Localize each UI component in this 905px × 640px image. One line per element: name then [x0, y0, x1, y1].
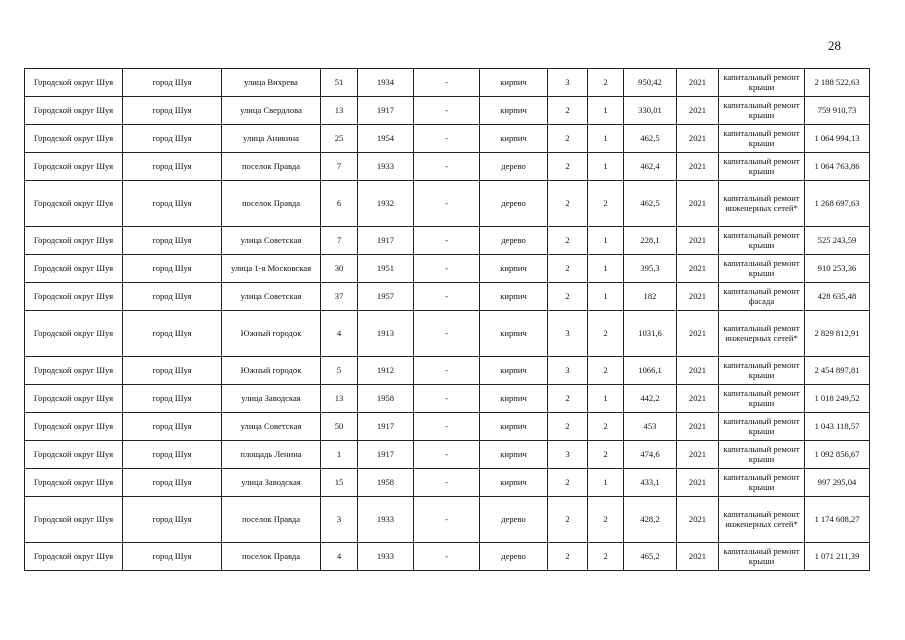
work-type-cell: капитальный ремонт крыши	[719, 69, 805, 97]
year-built-cell: 1958	[358, 469, 414, 497]
cost-cell: 428 635,48	[805, 283, 870, 311]
wall-material-cell: дерево	[480, 543, 548, 571]
settlement-cell: город Шуя	[123, 125, 222, 153]
district-cell: Городской округ Шуя	[25, 357, 123, 385]
district-cell: Городской округ Шуя	[25, 311, 123, 357]
entrances-cell: 1	[588, 469, 624, 497]
entrances-cell: 2	[588, 543, 624, 571]
table-row	[25, 227, 870, 255]
street-cell: улица Вихрева	[222, 69, 321, 97]
floors-cell: 2	[548, 497, 588, 543]
floors-cell: 3	[548, 441, 588, 469]
district-cell: Городской округ Шуя	[25, 255, 123, 283]
area-cell: 228,1	[624, 227, 677, 255]
floors-cell: 2	[548, 413, 588, 441]
house-number-cell: 13	[321, 97, 358, 125]
entrances-cell: 1	[588, 385, 624, 413]
settlement-cell: город Шуя	[123, 153, 222, 181]
plan-year-cell: 2021	[677, 153, 719, 181]
district-cell: Городской округ Шуя	[25, 497, 123, 543]
wall-material-cell: кирпич	[480, 413, 548, 441]
entrances-cell: 2	[588, 357, 624, 385]
year-built-cell: 1917	[358, 441, 414, 469]
plan-year-cell: 2021	[677, 543, 719, 571]
house-number-cell: 6	[321, 181, 358, 227]
area-cell: 453	[624, 413, 677, 441]
plan-year-cell: 2021	[677, 385, 719, 413]
plan-year-cell: 2021	[677, 125, 719, 153]
floors-cell: 2	[548, 125, 588, 153]
cost-cell: 2 188 522,63	[805, 69, 870, 97]
year-built-cell: 1934	[358, 69, 414, 97]
plan-year-cell: 2021	[677, 283, 719, 311]
wall-material-cell: дерево	[480, 227, 548, 255]
floors-cell: 2	[548, 385, 588, 413]
floors-cell: 2	[548, 97, 588, 125]
table-row	[25, 125, 870, 153]
entrances-cell: 1	[588, 283, 624, 311]
overhaul-year-cell: -	[414, 357, 480, 385]
area-cell: 395,3	[624, 255, 677, 283]
entrances-cell: 1	[588, 255, 624, 283]
work-type-cell: капитальный ремонт крыши	[719, 413, 805, 441]
street-cell: площадь Ленина	[222, 441, 321, 469]
year-built-cell: 1933	[358, 153, 414, 181]
wall-material-cell: кирпич	[480, 255, 548, 283]
house-number-cell: 5	[321, 357, 358, 385]
plan-year-cell: 2021	[677, 469, 719, 497]
entrances-cell: 2	[588, 497, 624, 543]
overhaul-year-cell: -	[414, 125, 480, 153]
table-row	[25, 441, 870, 469]
work-type-cell: капитальный ремонт крыши	[719, 255, 805, 283]
house-number-cell: 7	[321, 153, 358, 181]
plan-year-cell: 2021	[677, 441, 719, 469]
work-type-cell: капитальный ремонт инженерных сетей*	[719, 311, 805, 357]
housing-registry-table	[24, 68, 870, 571]
table-row	[25, 69, 870, 97]
overhaul-year-cell: -	[414, 283, 480, 311]
street-cell: поселок Правда	[222, 181, 321, 227]
plan-year-cell: 2021	[677, 357, 719, 385]
wall-material-cell: кирпич	[480, 283, 548, 311]
year-built-cell: 1954	[358, 125, 414, 153]
settlement-cell: город Шуя	[123, 441, 222, 469]
table-row	[25, 357, 870, 385]
cost-cell: 2 454 897,81	[805, 357, 870, 385]
overhaul-year-cell: -	[414, 311, 480, 357]
cost-cell: 759 910,73	[805, 97, 870, 125]
wall-material-cell: кирпич	[480, 69, 548, 97]
floors-cell: 3	[548, 69, 588, 97]
house-number-cell: 51	[321, 69, 358, 97]
street-cell: улица Аникина	[222, 125, 321, 153]
floors-cell: 2	[548, 181, 588, 227]
district-cell: Городской округ Шуя	[25, 153, 123, 181]
work-type-cell: капитальный ремонт крыши	[719, 469, 805, 497]
wall-material-cell: кирпич	[480, 311, 548, 357]
plan-year-cell: 2021	[677, 497, 719, 543]
overhaul-year-cell: -	[414, 497, 480, 543]
cost-cell: 2 829 812,91	[805, 311, 870, 357]
district-cell: Городской округ Шуя	[25, 469, 123, 497]
cost-cell: 997 295,04	[805, 469, 870, 497]
settlement-cell: город Шуя	[123, 469, 222, 497]
entrances-cell: 2	[588, 181, 624, 227]
settlement-cell: город Шуя	[123, 181, 222, 227]
street-cell: поселок Правда	[222, 543, 321, 571]
year-built-cell: 1951	[358, 255, 414, 283]
work-type-cell: капитальный ремонт крыши	[719, 357, 805, 385]
table-row	[25, 413, 870, 441]
settlement-cell: город Шуя	[123, 311, 222, 357]
district-cell: Городской округ Шуя	[25, 441, 123, 469]
plan-year-cell: 2021	[677, 227, 719, 255]
plan-year-cell: 2021	[677, 311, 719, 357]
wall-material-cell: кирпич	[480, 385, 548, 413]
overhaul-year-cell: -	[414, 97, 480, 125]
wall-material-cell: кирпич	[480, 125, 548, 153]
year-built-cell: 1933	[358, 543, 414, 571]
wall-material-cell: кирпич	[480, 469, 548, 497]
cost-cell: 1 064 763,86	[805, 153, 870, 181]
house-number-cell: 3	[321, 497, 358, 543]
cost-cell: 1 018 249,52	[805, 385, 870, 413]
work-type-cell: капитальный ремонт крыши	[719, 97, 805, 125]
wall-material-cell: кирпич	[480, 97, 548, 125]
district-cell: Городской округ Шуя	[25, 181, 123, 227]
house-number-cell: 15	[321, 469, 358, 497]
cost-cell: 1 092 856,67	[805, 441, 870, 469]
plan-year-cell: 2021	[677, 97, 719, 125]
work-type-cell: капитальный ремонт инженерных сетей*	[719, 181, 805, 227]
work-type-cell: капитальный ремонт крыши	[719, 153, 805, 181]
settlement-cell: город Шуя	[123, 497, 222, 543]
floors-cell: 2	[548, 543, 588, 571]
overhaul-year-cell: -	[414, 181, 480, 227]
settlement-cell: город Шуя	[123, 543, 222, 571]
entrances-cell: 1	[588, 125, 624, 153]
district-cell: Городской округ Шуя	[25, 69, 123, 97]
overhaul-year-cell: -	[414, 413, 480, 441]
settlement-cell: город Шуя	[123, 69, 222, 97]
work-type-cell: капитальный ремонт крыши	[719, 543, 805, 571]
street-cell: улица Заводская	[222, 469, 321, 497]
street-cell: улица Советская	[222, 283, 321, 311]
table-row	[25, 497, 870, 543]
year-built-cell: 1912	[358, 357, 414, 385]
entrances-cell: 2	[588, 69, 624, 97]
year-built-cell: 1957	[358, 283, 414, 311]
table-row	[25, 255, 870, 283]
floors-cell: 2	[548, 469, 588, 497]
work-type-cell: капитальный ремонт крыши	[719, 385, 805, 413]
street-cell: Южный городок	[222, 311, 321, 357]
wall-material-cell: дерево	[480, 497, 548, 543]
wall-material-cell: кирпич	[480, 441, 548, 469]
street-cell: улица Советская	[222, 413, 321, 441]
overhaul-year-cell: -	[414, 469, 480, 497]
house-number-cell: 13	[321, 385, 358, 413]
settlement-cell: город Шуя	[123, 227, 222, 255]
entrances-cell: 1	[588, 227, 624, 255]
area-cell: 433,1	[624, 469, 677, 497]
street-cell: поселок Правда	[222, 497, 321, 543]
cost-cell: 1 071 211,39	[805, 543, 870, 571]
street-cell: улица Свердлова	[222, 97, 321, 125]
work-type-cell: капитальный ремонт крыши	[719, 125, 805, 153]
settlement-cell: город Шуя	[123, 255, 222, 283]
settlement-cell: город Шуя	[123, 413, 222, 441]
table-row	[25, 283, 870, 311]
table-row	[25, 181, 870, 227]
area-cell: 330,01	[624, 97, 677, 125]
plan-year-cell: 2021	[677, 181, 719, 227]
area-cell: 465,2	[624, 543, 677, 571]
house-number-cell: 7	[321, 227, 358, 255]
floors-cell: 3	[548, 357, 588, 385]
house-number-cell: 50	[321, 413, 358, 441]
district-cell: Городской округ Шуя	[25, 283, 123, 311]
overhaul-year-cell: -	[414, 153, 480, 181]
floors-cell: 2	[548, 283, 588, 311]
cost-cell: 1 268 697,63	[805, 181, 870, 227]
house-number-cell: 30	[321, 255, 358, 283]
house-number-cell: 37	[321, 283, 358, 311]
year-built-cell: 1933	[358, 497, 414, 543]
cost-cell: 525 243,59	[805, 227, 870, 255]
cost-cell: 910 253,36	[805, 255, 870, 283]
house-number-cell: 4	[321, 311, 358, 357]
work-type-cell: капитальный ремонт инженерных сетей*	[719, 497, 805, 543]
street-cell: Южный городок	[222, 357, 321, 385]
table-row	[25, 97, 870, 125]
house-number-cell: 25	[321, 125, 358, 153]
table-row	[25, 469, 870, 497]
floors-cell: 3	[548, 311, 588, 357]
area-cell: 428,2	[624, 497, 677, 543]
overhaul-year-cell: -	[414, 69, 480, 97]
work-type-cell: капитальный ремонт фасада	[719, 283, 805, 311]
cost-cell: 1 064 994,13	[805, 125, 870, 153]
street-cell: улица 1-я Московская	[222, 255, 321, 283]
overhaul-year-cell: -	[414, 543, 480, 571]
year-built-cell: 1917	[358, 227, 414, 255]
overhaul-year-cell: -	[414, 441, 480, 469]
overhaul-year-cell: -	[414, 255, 480, 283]
floors-cell: 2	[548, 227, 588, 255]
street-cell: поселок Правда	[222, 153, 321, 181]
district-cell: Городской округ Шуя	[25, 97, 123, 125]
entrances-cell: 1	[588, 97, 624, 125]
area-cell: 462,5	[624, 181, 677, 227]
table-body	[25, 69, 870, 571]
year-built-cell: 1932	[358, 181, 414, 227]
year-built-cell: 1917	[358, 413, 414, 441]
area-cell: 462,5	[624, 125, 677, 153]
year-built-cell: 1917	[358, 97, 414, 125]
settlement-cell: город Шуя	[123, 97, 222, 125]
work-type-cell: капитальный ремонт крыши	[719, 441, 805, 469]
plan-year-cell: 2021	[677, 255, 719, 283]
area-cell: 462,4	[624, 153, 677, 181]
plan-year-cell: 2021	[677, 413, 719, 441]
entrances-cell: 2	[588, 311, 624, 357]
house-number-cell: 1	[321, 441, 358, 469]
table-row	[25, 153, 870, 181]
entrances-cell: 2	[588, 413, 624, 441]
street-cell: улица Заводская	[222, 385, 321, 413]
floors-cell: 2	[548, 153, 588, 181]
district-cell: Городской округ Шуя	[25, 385, 123, 413]
overhaul-year-cell: -	[414, 385, 480, 413]
table-row	[25, 311, 870, 357]
area-cell: 442,2	[624, 385, 677, 413]
page-number: 28	[828, 38, 841, 53]
year-built-cell: 1958	[358, 385, 414, 413]
settlement-cell: город Шуя	[123, 283, 222, 311]
table-row	[25, 543, 870, 571]
district-cell: Городской округ Шуя	[25, 413, 123, 441]
house-number-cell: 4	[321, 543, 358, 571]
wall-material-cell: кирпич	[480, 357, 548, 385]
table-row	[25, 385, 870, 413]
entrances-cell: 2	[588, 441, 624, 469]
cost-cell: 1 043 118,57	[805, 413, 870, 441]
work-type-cell: капитальный ремонт крыши	[719, 227, 805, 255]
area-cell: 1066,1	[624, 357, 677, 385]
area-cell: 950,42	[624, 69, 677, 97]
entrances-cell: 1	[588, 153, 624, 181]
floors-cell: 2	[548, 255, 588, 283]
district-cell: Городской округ Шуя	[25, 125, 123, 153]
year-built-cell: 1913	[358, 311, 414, 357]
area-cell: 182	[624, 283, 677, 311]
street-cell: улица Советская	[222, 227, 321, 255]
cost-cell: 1 174 608,27	[805, 497, 870, 543]
settlement-cell: город Шуя	[123, 385, 222, 413]
area-cell: 474,6	[624, 441, 677, 469]
area-cell: 1031,6	[624, 311, 677, 357]
wall-material-cell: дерево	[480, 181, 548, 227]
district-cell: Городской округ Шуя	[25, 227, 123, 255]
overhaul-year-cell: -	[414, 227, 480, 255]
settlement-cell: город Шуя	[123, 357, 222, 385]
wall-material-cell: дерево	[480, 153, 548, 181]
plan-year-cell: 2021	[677, 69, 719, 97]
district-cell: Городской округ Шуя	[25, 543, 123, 571]
